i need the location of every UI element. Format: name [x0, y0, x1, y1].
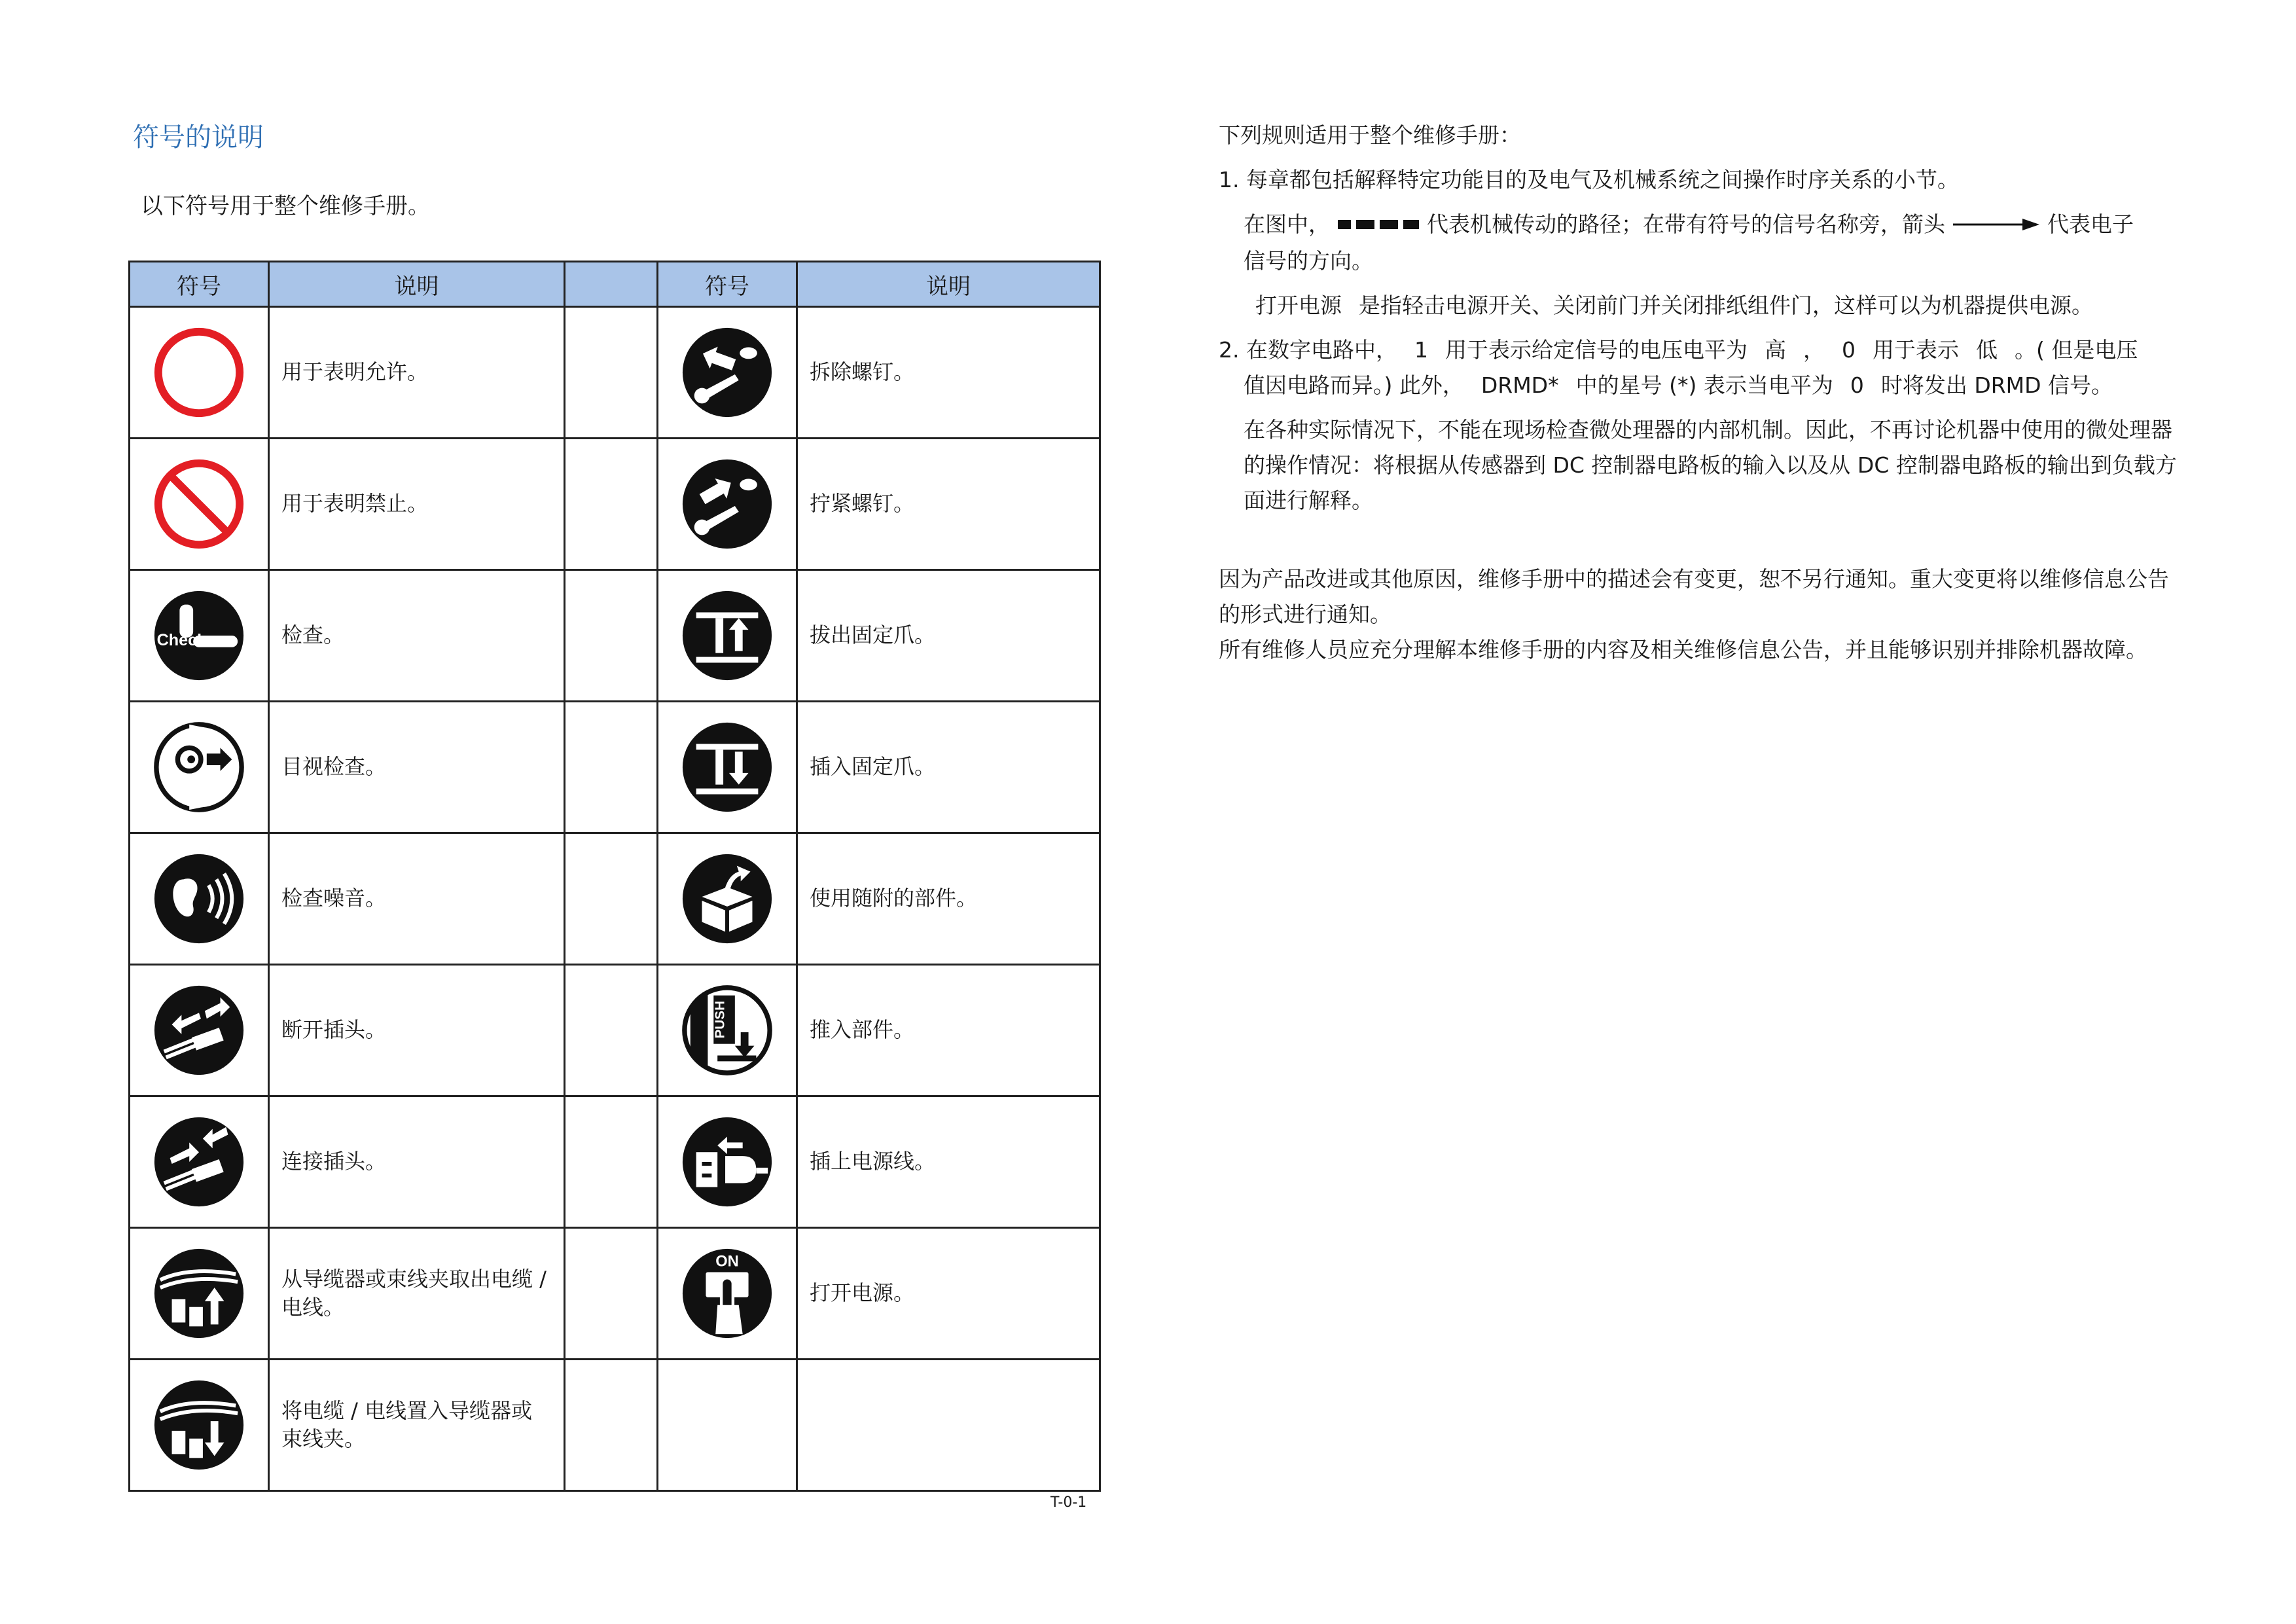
check-hand-icon [151, 587, 247, 684]
header-desc-left: 说明 [269, 262, 565, 307]
row-desc-left: 连接插头。 [269, 1096, 565, 1228]
plug-power-cord-icon [679, 1113, 776, 1210]
route-cable-icon [151, 1377, 247, 1473]
supplied-part-box-icon [679, 850, 776, 947]
prohibition-icon [151, 456, 247, 552]
row-desc-left: 目视检查。 [269, 702, 565, 833]
mechanical-path-icon [1338, 208, 1419, 244]
row-desc-left: 检查。 [269, 570, 565, 702]
row-desc-right: 拆除螺钉。 [797, 307, 1100, 439]
page-title: 符号的说明 [133, 122, 264, 153]
noise-check-icon [151, 850, 247, 947]
rule-1-figure-note: 在图中， 代表机械传动的路径；在带有符号的信号名称旁，箭头 代表电子 [1219, 207, 2187, 244]
remove-screw-icon [679, 324, 776, 421]
table-row [130, 1096, 1100, 1228]
right-column [1219, 118, 2187, 668]
power-on-note: 打开电源 是指轻击电源开关、关闭前门并关闭排纸组件门，这样可以为机器提供电源。 [1255, 292, 2093, 318]
rule-1-figure-note-end: 信号的方向。 [1244, 247, 1373, 274]
table-header-row [130, 262, 1100, 307]
rule-2-line2: 值因电路而异。) 此外， DRMD* 中的星号 (*) 表示当电平为 0 时将发出 DRMD 信号。 [1244, 372, 2113, 398]
push-label: PUSH [712, 1000, 728, 1039]
row-desc-left: 用于表明禁止。 [269, 439, 565, 570]
signal-arrow-icon [1953, 208, 2039, 244]
row-desc-left: 检查噪音。 [269, 833, 565, 965]
remove-cable-icon [151, 1245, 247, 1342]
row-desc-right: 拧紧螺钉。 [797, 439, 1100, 570]
visual-check-icon [151, 719, 247, 816]
tighten-screw-icon [679, 456, 776, 552]
pull-out-claw-icon [679, 587, 776, 684]
symbol-table [128, 261, 1101, 1492]
table-row [130, 965, 1100, 1096]
disconnect-plug-icon [151, 982, 247, 1079]
table-row [130, 833, 1100, 965]
header-desc-right: 说明 [797, 262, 1100, 307]
row-desc-right: 插上电源线。 [797, 1096, 1100, 1228]
table-row [130, 439, 1100, 570]
header-symbol-right: 符号 [658, 262, 797, 307]
row-desc-left: 用于表明允许。 [269, 307, 565, 439]
header-symbol-left: 符号 [130, 262, 269, 307]
row-desc-right: 拔出固定爪。 [797, 570, 1100, 702]
check-label: Check [156, 630, 207, 649]
rule-2-paragraph: 在各种实际情况下，不能在现场检查微处理器的内部机制。因此，不再讨论机器中使用的微处理器的操作情况：将根据从传感器到 DC 控制器电路板的输入以及从 DC 控制器电路板的输出到负载方面进行解释。 [1244, 416, 2177, 513]
push-part-icon [679, 982, 776, 1079]
power-on-icon [679, 1245, 776, 1342]
rule-2: 2. 在数字电路中， 1 用于表示给定信号的电压电平为 高 ， 0 用于表示 低 。( 但是电压 [1219, 336, 2138, 363]
notice-staff: 所有维修人员应充分理解本维修手册的内容及相关维修信息公告，并且能够识别并排除机器故障。 [1219, 636, 2147, 662]
permission-icon [151, 324, 247, 421]
row-desc-left: 从导缆器或束线夹取出电缆 / 电线。 [269, 1228, 565, 1360]
row-desc-left: 将电缆 / 电线置入导缆器或束线夹。 [269, 1360, 565, 1491]
on-label: ON [715, 1253, 739, 1271]
intro-text: 以下符号用于整个维修手册。 [141, 193, 430, 219]
row-desc-left: 断开插头。 [269, 965, 565, 1096]
connect-plug-icon [151, 1113, 247, 1210]
table-row [130, 702, 1100, 833]
table-row [130, 570, 1100, 702]
row-desc-right: 推入部件。 [797, 965, 1100, 1096]
rules-intro: 下列规则适用于整个维修手册： [1219, 122, 1521, 148]
table-row [130, 1228, 1100, 1360]
row-desc-right: 插入固定爪。 [797, 702, 1100, 833]
table-row [130, 307, 1100, 439]
rule-1: 1. 每章都包括解释特定功能目的及电气及机械系统之间操作时序关系的小节。 [1219, 167, 1959, 192]
row-desc-right: 使用随附的部件。 [797, 833, 1100, 965]
row-desc-right: 打开电源。 [797, 1228, 1100, 1360]
insert-claw-icon [679, 719, 776, 816]
table-code: T-0-1 [1050, 1494, 1087, 1511]
notice-change: 因为产品改进或其他原因，维修手册中的描述会有变更，恕不另行通知。重大变更将以维修信息公告的形式进行通知。 [1219, 566, 2169, 627]
header-spacer [565, 262, 658, 307]
table-row [130, 1360, 1100, 1491]
